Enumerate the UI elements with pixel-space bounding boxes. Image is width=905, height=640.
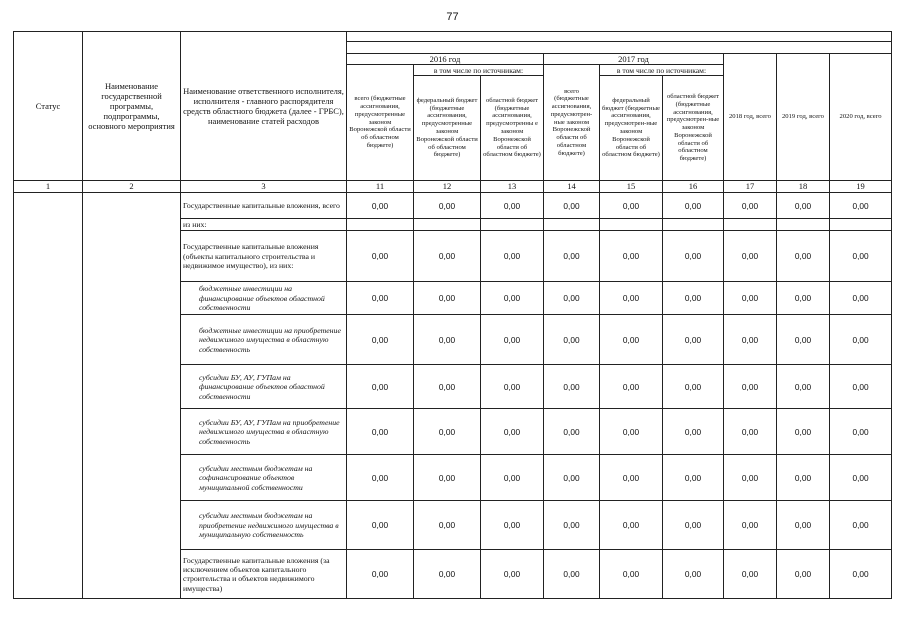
value-cell: 0,00 xyxy=(830,282,892,315)
expense-item-name: бюджетные инвестиции на финансирование объектов областной собственности xyxy=(181,282,347,315)
value-cell: 0,00 xyxy=(724,282,777,315)
value-cell: 0,00 xyxy=(830,550,892,599)
value-cell: 0,00 xyxy=(663,409,724,455)
value-cell: 0,00 xyxy=(544,193,600,219)
value-cell: 0,00 xyxy=(600,550,663,599)
expense-item-name: Государственные капитальные вложения (за исключением объектов капитального строительства и объектов недвижимого имущества) xyxy=(181,550,347,599)
value-cell: 0,00 xyxy=(481,282,544,315)
header-program-name: Наименование государственной программы, подпрограммы, основного мероприятия xyxy=(83,32,181,181)
value-cell xyxy=(724,219,777,231)
col-num: 3 xyxy=(181,181,347,193)
value-cell: 0,00 xyxy=(777,409,830,455)
value-cell: 0,00 xyxy=(544,455,600,501)
value-cell: 0,00 xyxy=(414,365,481,409)
value-cell: 0,00 xyxy=(777,550,830,599)
value-cell xyxy=(414,219,481,231)
col-num: 14 xyxy=(544,181,600,193)
value-cell: 0,00 xyxy=(544,409,600,455)
value-cell: 0,00 xyxy=(600,409,663,455)
expense-item-name: Государственные капитальные вложения (объекты капитального строительства и недвижимое имущество), из них: xyxy=(181,231,347,282)
value-cell: 0,00 xyxy=(724,315,777,365)
value-cell: 0,00 xyxy=(481,550,544,599)
value-cell: 0,00 xyxy=(414,193,481,219)
value-cell: 0,00 xyxy=(777,501,830,550)
value-cell: 0,00 xyxy=(777,365,830,409)
col-num: 16 xyxy=(663,181,724,193)
value-cell: 0,00 xyxy=(414,550,481,599)
value-cell: 0,00 xyxy=(777,315,830,365)
expense-item-name: субсидии местным бюджетам на софинансирование объектов муниципальной собственности xyxy=(181,455,347,501)
value-cell: 0,00 xyxy=(830,231,892,282)
expense-item-name: бюджетные инвестиции на приобретение недвижимого имущества в областную собственность xyxy=(181,315,347,365)
col-num: 2 xyxy=(83,181,181,193)
value-cell: 0,00 xyxy=(414,501,481,550)
value-cell: 0,00 xyxy=(544,315,600,365)
header-federal-2016: федеральный бюджет (бюджетные ассигнования, предусмотренные законом Воронежской области об областном бюджете) xyxy=(414,76,481,181)
value-cell xyxy=(544,219,600,231)
value-cell xyxy=(777,219,830,231)
value-cell: 0,00 xyxy=(777,455,830,501)
value-cell xyxy=(481,219,544,231)
value-cell: 0,00 xyxy=(347,231,414,282)
header-regional-2016: областной бюджет (бюджетные ассигнования, предусмотренны е законом Воронежской области об областном бюджете) xyxy=(481,76,544,181)
table-row xyxy=(14,193,892,219)
value-cell: 0,00 xyxy=(830,501,892,550)
value-cell: 0,00 xyxy=(777,231,830,282)
value-cell: 0,00 xyxy=(414,315,481,365)
value-cell: 0,00 xyxy=(481,501,544,550)
value-cell: 0,00 xyxy=(414,455,481,501)
budget-table xyxy=(13,31,892,599)
expense-item-name: субсидии местным бюджетам на приобретение недвижимого имущества в муниципальную собственность xyxy=(181,501,347,550)
value-cell: 0,00 xyxy=(663,282,724,315)
value-cell: 0,00 xyxy=(481,231,544,282)
col-num: 18 xyxy=(777,181,830,193)
value-cell: 0,00 xyxy=(600,315,663,365)
header-executor: Наименование ответственного исполнителя, исполнителя - главного распорядителя средств областного бюджета (далее - ГРБС), наименование статей расходов xyxy=(181,32,347,181)
value-cell: 0,00 xyxy=(544,550,600,599)
value-cell: 0,00 xyxy=(663,193,724,219)
col-num: 13 xyxy=(481,181,544,193)
col-num: 19 xyxy=(830,181,892,193)
value-cell: 0,00 xyxy=(481,365,544,409)
value-cell: 0,00 xyxy=(544,501,600,550)
program-cell xyxy=(83,193,181,599)
expense-item-name: субсидии БУ, АУ, ГУПам на приобретение недвижимого имущества в областную собственность xyxy=(181,409,347,455)
header-total-2016: всего (бюджетные ассигнования, предусмотренные законом Воронежской области об областном бюджете) xyxy=(347,65,414,181)
value-cell: 0,00 xyxy=(600,231,663,282)
value-cell: 0,00 xyxy=(544,231,600,282)
header-2018: 2018 год, всего xyxy=(724,54,777,181)
value-cell: 0,00 xyxy=(600,501,663,550)
value-cell: 0,00 xyxy=(481,193,544,219)
value-cell: 0,00 xyxy=(347,409,414,455)
header-2019: 2019 год, всего xyxy=(777,54,830,181)
header-total-2017: всего (бюджетные ассигнования, предусмотрен-ные законом Воронежской области об областном бюджете) xyxy=(544,65,600,181)
header-year-2016: 2016 год xyxy=(347,54,544,65)
value-cell: 0,00 xyxy=(724,409,777,455)
header-blank-strip xyxy=(347,32,892,42)
value-cell: 0,00 xyxy=(414,231,481,282)
value-cell xyxy=(347,219,414,231)
value-cell: 0,00 xyxy=(777,282,830,315)
value-cell: 0,00 xyxy=(663,365,724,409)
value-cell: 0,00 xyxy=(347,501,414,550)
value-cell: 0,00 xyxy=(544,282,600,315)
col-num: 15 xyxy=(600,181,663,193)
value-cell: 0,00 xyxy=(347,193,414,219)
value-cell: 0,00 xyxy=(724,365,777,409)
header-sources-2017: в том числе по источникам: xyxy=(600,65,724,76)
value-cell: 0,00 xyxy=(724,193,777,219)
value-cell: 0,00 xyxy=(414,409,481,455)
value-cell: 0,00 xyxy=(724,550,777,599)
col-num: 17 xyxy=(724,181,777,193)
value-cell: 0,00 xyxy=(414,282,481,315)
value-cell: 0,00 xyxy=(724,455,777,501)
value-cell xyxy=(663,219,724,231)
status-cell xyxy=(14,193,83,599)
value-cell: 0,00 xyxy=(830,315,892,365)
value-cell: 0,00 xyxy=(481,455,544,501)
value-cell: 0,00 xyxy=(777,193,830,219)
value-cell: 0,00 xyxy=(663,455,724,501)
col-num: 1 xyxy=(14,181,83,193)
value-cell: 0,00 xyxy=(830,409,892,455)
value-cell: 0,00 xyxy=(830,365,892,409)
page-number: 77 xyxy=(446,11,459,23)
expense-item-name: субсидии БУ, АУ, ГУПам на финансирование объектов областной собственности xyxy=(181,365,347,409)
value-cell: 0,00 xyxy=(663,315,724,365)
value-cell: 0,00 xyxy=(600,365,663,409)
value-cell: 0,00 xyxy=(724,501,777,550)
value-cell: 0,00 xyxy=(347,455,414,501)
header-sources-2016: в том числе по источникам: xyxy=(414,65,544,76)
col-num: 12 xyxy=(414,181,481,193)
expense-item-name: Государственные капитальные вложения, всего xyxy=(181,193,347,219)
value-cell: 0,00 xyxy=(481,315,544,365)
header-blank-strip-2 xyxy=(347,42,892,54)
column-number-row xyxy=(14,181,892,193)
value-cell: 0,00 xyxy=(830,193,892,219)
value-cell: 0,00 xyxy=(600,455,663,501)
header-2020: 2020 год, всего xyxy=(830,54,892,181)
header-federal-2017: федеральный бюджет (бюджетные ассигнования, предусмотрен-ные законом Воронежской области об областном бюджете) xyxy=(600,76,663,181)
value-cell: 0,00 xyxy=(347,282,414,315)
value-cell: 0,00 xyxy=(600,193,663,219)
value-cell: 0,00 xyxy=(544,365,600,409)
value-cell: 0,00 xyxy=(347,315,414,365)
value-cell: 0,00 xyxy=(663,231,724,282)
col-num: 11 xyxy=(347,181,414,193)
header-status: Статус xyxy=(14,32,83,181)
value-cell: 0,00 xyxy=(347,550,414,599)
value-cell: 0,00 xyxy=(724,231,777,282)
expense-item-name: из них: xyxy=(181,219,347,231)
value-cell: 0,00 xyxy=(830,455,892,501)
header-regional-2017: областной бюджет (бюджетные ассигнования, предусмотрен-ные законом Воронежской области об областном бюджете) xyxy=(663,76,724,181)
value-cell xyxy=(600,219,663,231)
value-cell: 0,00 xyxy=(663,550,724,599)
value-cell: 0,00 xyxy=(347,365,414,409)
value-cell xyxy=(830,219,892,231)
header-year-2017: 2017 год xyxy=(544,54,724,65)
value-cell: 0,00 xyxy=(481,409,544,455)
value-cell: 0,00 xyxy=(663,501,724,550)
value-cell: 0,00 xyxy=(600,282,663,315)
